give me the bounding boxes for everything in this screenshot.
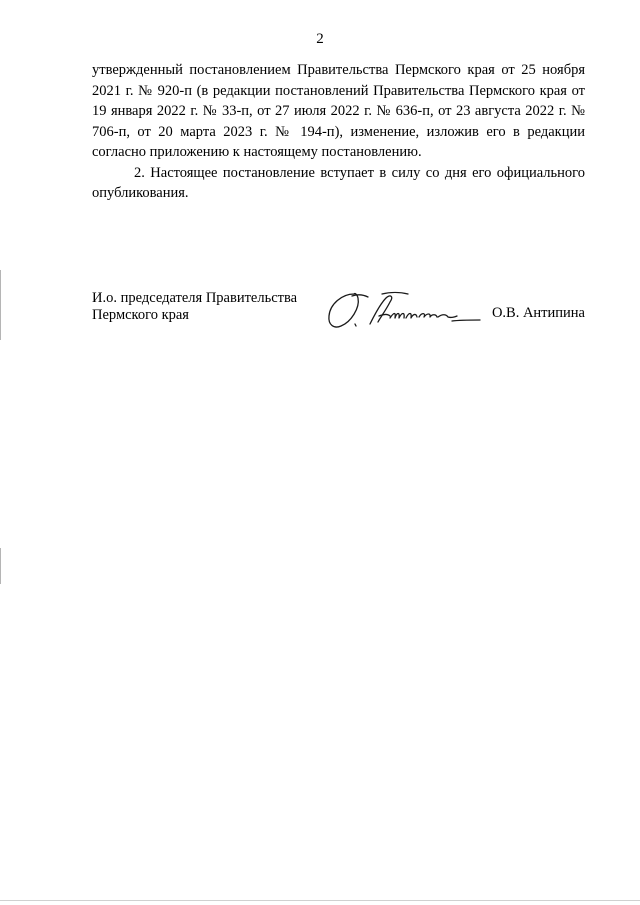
signatory-name: О.В. Антипина (491, 305, 585, 321)
page-number: 2 (316, 31, 324, 47)
signatory-position-line-2: Пермского края (92, 307, 189, 323)
scan-edge-mark (0, 270, 1, 340)
document-body (92, 60, 585, 204)
handwritten-signature (324, 288, 494, 332)
body-paragraph-1: утвержденный постановлением Правительства Пермского края от 25 ноября 2021 г. № 920-п (в редакции постановлений Правительства Пермского края от 19 января 2022 г. № 33-п, от 27 июля 2022 г. № 636-п, от 23 августа 2022 г. № 706-п, от 20 марта 2023 г. № 194-п), изменение, изложив его в редакции согласно приложению к настоящему постановлению. (92, 62, 585, 160)
signatory-position (92, 290, 322, 324)
scan-bottom-edge (0, 900, 640, 901)
signatory-position-line-1: И.о. председателя Правительства (92, 290, 298, 306)
signature-block (92, 288, 585, 338)
scan-edge-mark (0, 548, 1, 584)
body-paragraph-2: 2. Настоящее постановление вступает в силу со дня его официального опубликования. (92, 164, 585, 201)
